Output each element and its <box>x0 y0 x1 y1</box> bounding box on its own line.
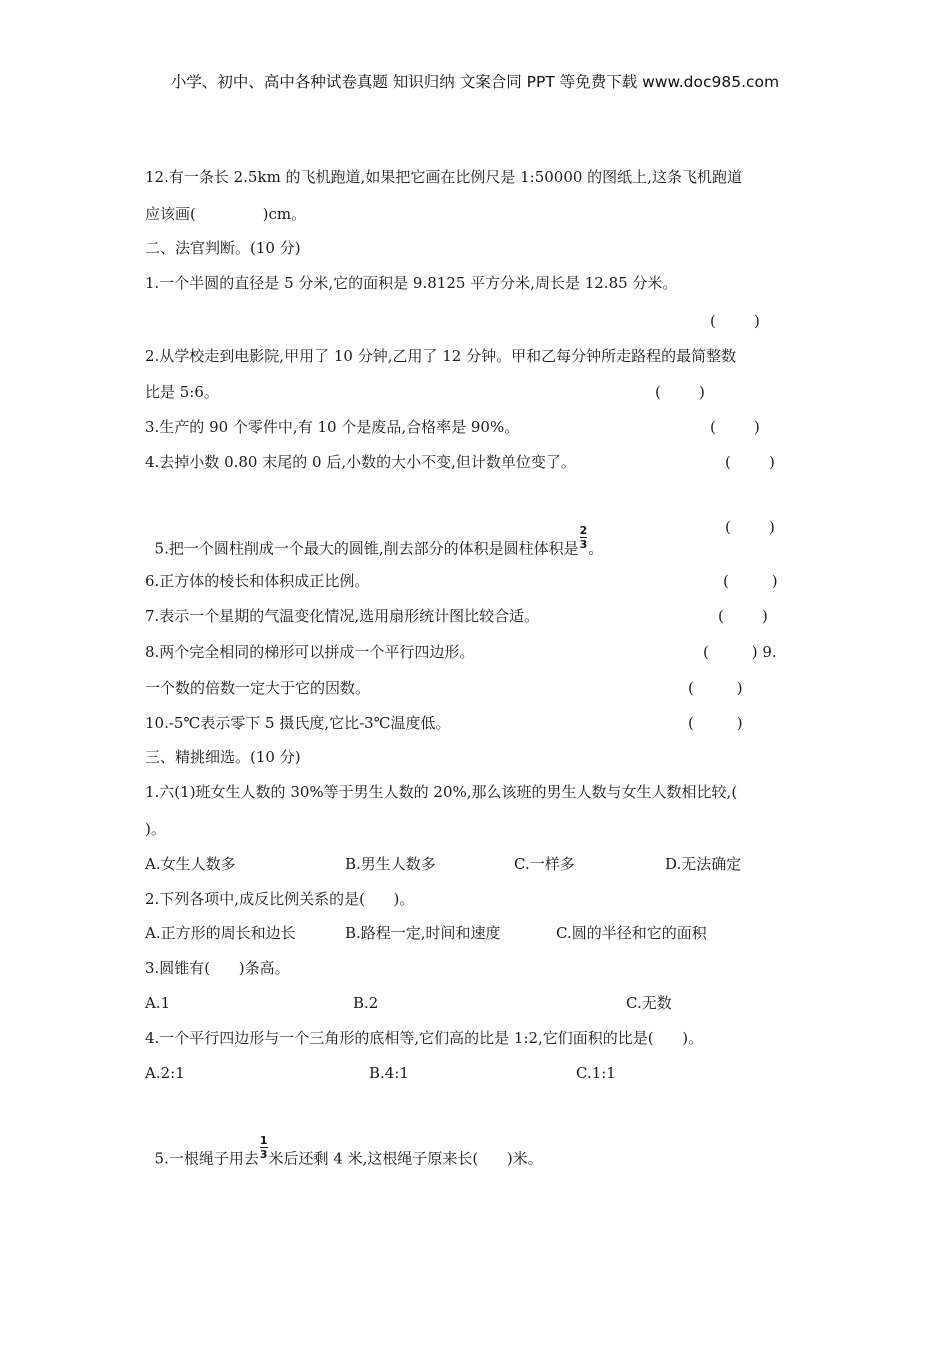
judge-answer-1: ( ) <box>710 312 760 330</box>
choice-2-option-a: A.正方形的周长和边长 <box>145 924 296 942</box>
choice-question-5-text: 5.一根绳子用去 <box>154 1149 259 1168</box>
section-3-title: 三、精挑细选。(10 分) <box>145 748 301 766</box>
choice-question-2: 2.下列各项中,成反比例关系的是( )。 <box>145 890 415 908</box>
choice-1-option-c: C.一样多 <box>514 855 575 873</box>
page-header: 小学、初中、高中各种试卷真题 知识归纳 文案合同 PPT 等免费下载 www.doc985.com <box>170 73 780 91</box>
choice-question-5-end: 米后还剩 4 米,这根绳子原来长( )米。 <box>268 1149 543 1168</box>
question-12-line2: 应该画( )cm。 <box>145 205 307 223</box>
judge-answer-8: ( ) 9. <box>703 643 777 661</box>
choice-question-1-line2: )。 <box>145 820 166 838</box>
fraction-one-third: $\frac{1}{3}$ <box>259 1134 268 1161</box>
choice-2-option-b: B.路程一定,时间和速度 <box>345 924 501 942</box>
choice-3-option-b: B.2 <box>353 994 379 1012</box>
judge-question-1: 1.一个半圆的直径是 5 分米,它的面积是 9.8125 平方分米,周长是 12.85 分米。 <box>145 274 678 292</box>
choice-1-option-d: D.无法确定 <box>665 855 742 873</box>
judge-answer-2: ( ) <box>655 383 705 401</box>
choice-3-option-c: C.无数 <box>626 994 672 1012</box>
judge-question-9: 一个数的倍数一定大于它的因数。 <box>145 679 371 697</box>
judge-answer-5: ( ) <box>725 518 775 536</box>
judge-question-4: 4.去掉小数 0.80 末尾的 0 后,小数的大小不变,但计数单位变了。 <box>145 453 576 471</box>
choice-1-option-a: A.女生人数多 <box>145 855 236 873</box>
choice-question-4: 4.一个平行四边形与一个三角形的底相等,它们高的比是 1:2,它们面积的比是( )。 <box>145 1029 704 1047</box>
judge-question-2-line2: 比是 5:6。 <box>145 383 219 401</box>
judge-answer-7: ( ) <box>718 607 768 625</box>
judge-answer-9: ( ) <box>688 679 743 697</box>
choice-question-3: 3.圆锥有( )条高。 <box>145 959 290 977</box>
judge-answer-3: ( ) <box>710 418 760 436</box>
choice-question-5 <box>145 1127 543 1172</box>
judge-question-5-text: 5.把一个圆柱削成一个最大的圆锥,削去部分的体积是圆柱体积是 <box>154 539 579 558</box>
choice-4-option-a: A.2:1 <box>145 1064 185 1082</box>
question-12-line1: 12.有一条长 2.5km 的飞机跑道,如果把它画在比例尺是 1:50000 的图纸上,这条飞机跑道 <box>145 168 742 186</box>
choice-question-1-line1: 1.六(1)班女生人数的 30%等于男生人数的 20%,那么该班的男生人数与女生人数相比较,( <box>145 783 738 801</box>
section-2-title: 二、法官判断。(10 分) <box>145 239 301 257</box>
judge-question-8: 8.两个完全相同的梯形可以拼成一个平行四边形。 <box>145 643 475 661</box>
judge-question-10: 10.-5℃表示零下 5 摄氏度,它比-3℃温度低。 <box>145 714 451 732</box>
judge-answer-10: ( ) <box>688 714 743 732</box>
choice-2-option-c: C.圆的半径和它的面积 <box>556 924 707 942</box>
judge-question-2-line1: 2.从学校走到电影院,甲用了 10 分钟,乙用了 12 分钟。甲和乙每分钟所走路程的最简整数 <box>145 347 737 365</box>
judge-question-5-end: 。 <box>588 539 604 558</box>
fraction-two-thirds: $\frac{2}{3}$ <box>579 524 588 551</box>
choice-4-option-b: B.4:1 <box>369 1064 409 1082</box>
judge-question-3: 3.生产的 90 个零件中,有 10 个是废品,合格率是 90%。 <box>145 418 520 436</box>
judge-question-5 <box>145 517 603 562</box>
choice-1-option-b: B.男生人数多 <box>345 855 436 873</box>
judge-question-7: 7.表示一个星期的气温变化情况,选用扇形统计图比较合适。 <box>145 607 540 625</box>
choice-3-option-a: A.1 <box>145 994 171 1012</box>
judge-answer-4: ( ) <box>725 453 775 471</box>
judge-answer-6: ( ) <box>723 572 778 590</box>
judge-question-6: 6.正方体的棱长和体积成正比例。 <box>145 572 370 590</box>
choice-4-option-c: C.1:1 <box>576 1064 616 1082</box>
